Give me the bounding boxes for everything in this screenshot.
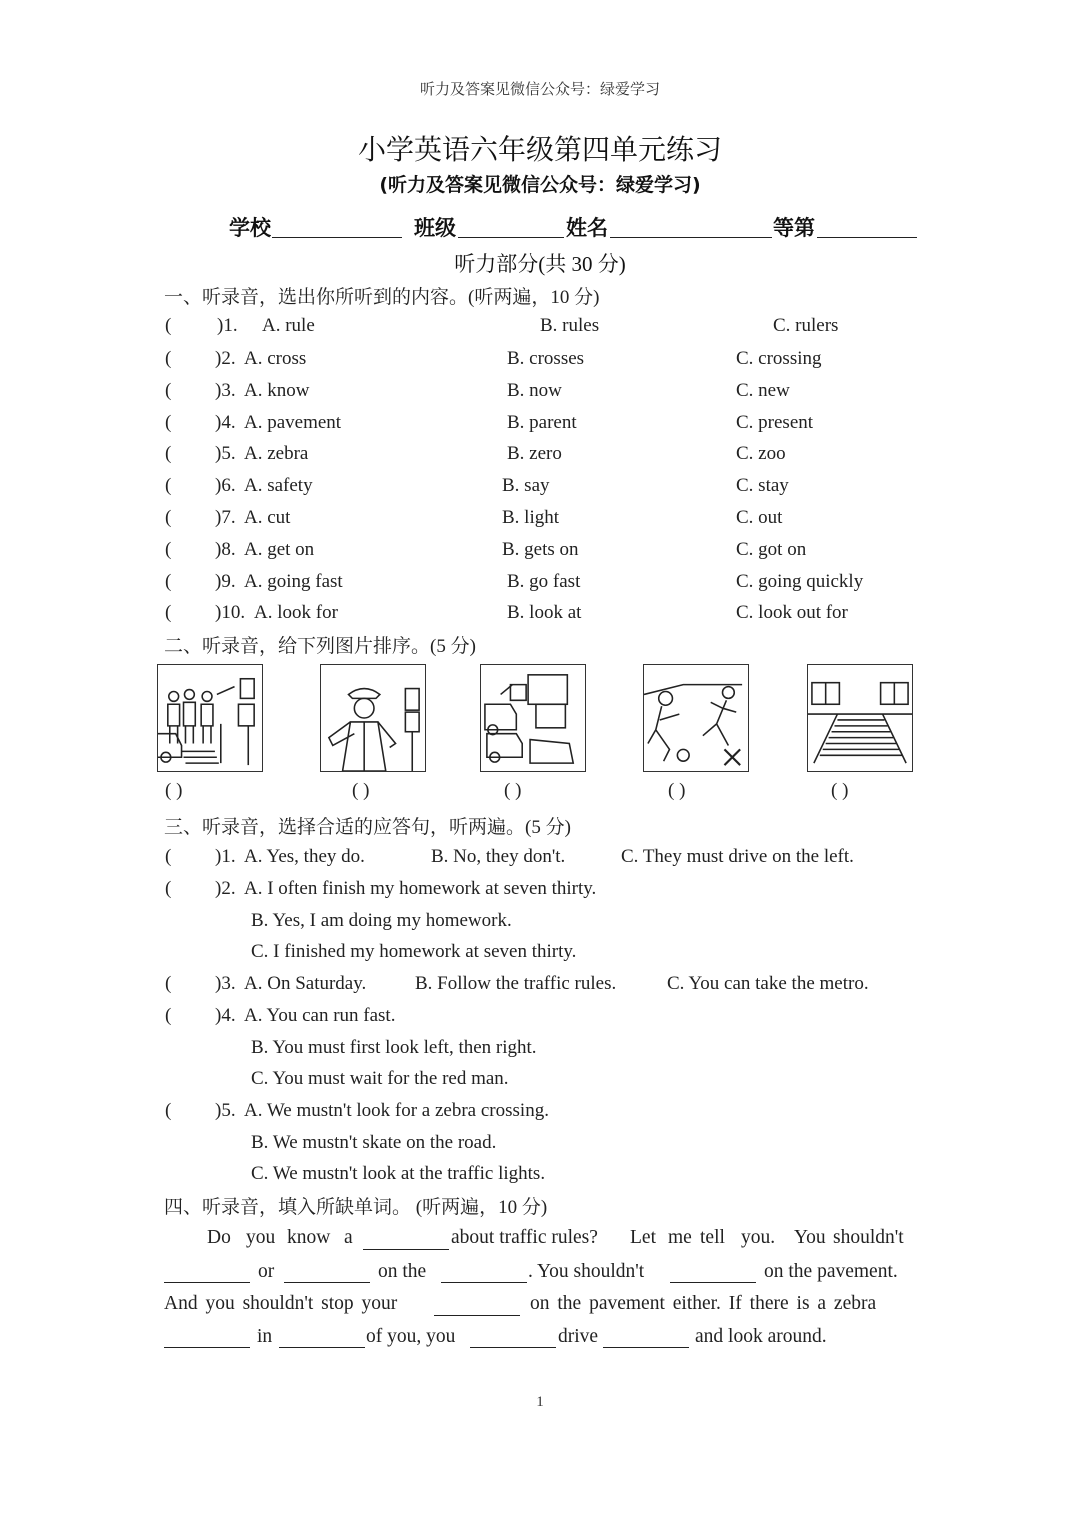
s1-q5-num: )5. [215,443,236,464]
s4-word: you. [741,1227,776,1248]
s1-q4-paren: ( [165,412,172,433]
pedestrians-at-crossing-icon [157,664,263,772]
s1-q4-num: )4. [215,412,236,433]
s4-word: a [344,1227,353,1248]
s3-q5-option-c: C. We mustn't look at the traffic lights. [251,1163,546,1184]
fill-blank-5[interactable] [670,1264,756,1283]
fill-blank-7[interactable] [164,1329,250,1348]
section4-heading: 四、听录音，填入所缺单词。 (听两遍，10 分) [164,1197,548,1218]
fill-blank-3[interactable] [284,1264,370,1283]
s4-word: And you shouldn't stop your [164,1293,398,1314]
section3-heading: 三、听录音，选择合适的应答句，听两遍。(5 分) [164,817,571,838]
s1-q2-num: )2. [215,348,236,369]
s1-q10-option-a: A. look for [254,602,338,623]
s1-q4-option-a: A. pavement [244,412,342,433]
traffic-jam-icon [480,664,586,772]
s1-q7-option-b: B. light [502,507,560,528]
picture1-answer[interactable]: ( ) [165,780,183,801]
s1-q2-option-c: C. crossing [736,348,822,369]
s1-q3-paren: ( [165,380,172,401]
s3-q5-option-b: B. We mustn't skate on the road. [251,1132,497,1153]
s1-q6-option-a: A. safety [244,475,313,496]
name-field[interactable] [610,237,772,238]
s1-q9-num: )9. [215,571,236,592]
s1-q5-option-c: C. zoo [736,443,786,464]
fill-blank-9[interactable] [470,1329,556,1348]
s1-q8-option-c: C. got on [736,539,807,560]
s4-word: me [668,1227,692,1248]
s1-q9-paren: ( [165,571,172,592]
s3-q3-option-b: B. Follow the traffic rules. [415,973,617,994]
s4-word: know [287,1227,331,1248]
s3-q4-num: )4. [215,1005,236,1026]
s3-q5-num: )5. [215,1100,236,1121]
s4-word: on the pavement either. If there is a zebra [530,1293,877,1314]
name-label: 姓名 [566,216,608,240]
page-number: 1 [536,1394,544,1410]
fill-blank-6[interactable] [434,1297,520,1316]
s3-q4-option-b: B. You must first look left, then right. [251,1037,537,1058]
s3-q2-option-c: C. I finished my homework at seven thirty. [251,941,577,962]
s1-q1-paren: ( [165,315,172,336]
s3-q1-paren: ( [165,846,172,867]
s1-q2-paren: ( [165,348,172,369]
s1-q9-option-c: C. going quickly [736,571,864,592]
traffic-police-icon [320,664,426,772]
s4-word: or [258,1261,275,1282]
s1-q1-num: )1. [217,315,238,336]
s3-q1-option-c: C. They must drive on the left. [621,846,854,867]
s1-q6-option-c: C. stay [736,475,789,496]
s3-q2-num: )2. [215,878,236,899]
s4-word: You [794,1227,826,1248]
s1-q7-num: )7. [215,507,236,528]
s1-q8-paren: ( [165,539,172,560]
class-label: 班级 [414,216,456,240]
s1-q10-option-c: C. look out for [736,602,848,623]
s3-q1-option-b: B. No, they don't. [431,846,566,867]
s1-q8-num: )8. [215,539,236,560]
s4-word: tell [700,1227,725,1248]
listening-part-title: 听力部分(共 30 分) [454,252,626,276]
s3-q1-num: )1. [215,846,236,867]
s3-q3-option-a: A. On Saturday. [244,973,367,994]
grade-field[interactable] [817,237,917,238]
section1-heading: 一、听录音，选出你所听到的内容。(听两遍，10 分) [164,287,600,308]
s1-q6-num: )6. [215,475,236,496]
s3-q4-option-a: A. You can run fast. [244,1005,396,1026]
s1-q2-option-b: B. crosses [507,348,585,369]
s3-q5-option-a: A. We mustn't look for a zebra crossing. [244,1100,549,1121]
s1-q3-option-c: C. new [736,380,790,401]
s1-q9-option-a: A. going fast [244,571,343,592]
s1-q1-option-b: B. rules [540,315,600,336]
s3-q2-paren: ( [165,878,172,899]
s4-word: . You shouldn't [528,1261,645,1282]
s1-q10-option-b: B. look at [507,602,582,623]
fill-blank-8[interactable] [279,1329,365,1348]
s3-q4-paren: ( [165,1005,172,1026]
s1-q8-option-b: B. gets on [502,539,579,560]
s3-q5-paren: ( [165,1100,172,1121]
picture2-answer[interactable]: ( ) [352,780,370,801]
fill-blank-1[interactable] [363,1231,449,1250]
s4-word: Do [207,1227,231,1248]
section2-heading: 二、听录音，给下列图片排序。(5 分) [164,636,476,657]
school-label: 学校 [229,216,271,240]
picture5-answer[interactable]: ( ) [831,780,849,801]
fill-blank-2[interactable] [164,1264,250,1283]
s4-word: in [257,1326,273,1347]
s1-q10-paren: ( [165,602,172,623]
s1-q5-option-a: A. zebra [244,443,309,464]
s1-q9-option-b: B. go fast [507,571,581,592]
s1-q3-option-b: B. now [507,380,562,401]
page-subtitle: (听力及答案见微信公众号：绿爱学习) [379,174,701,196]
s4-word: Let [630,1227,656,1248]
s3-q3-num: )3. [215,973,236,994]
page-title: 小学英语六年级第四单元练习 [357,133,722,166]
school-field[interactable] [272,237,402,238]
s4-word: on the [378,1261,427,1282]
s3-q4-option-c: C. You must wait for the red man. [251,1068,509,1089]
picture4-answer[interactable]: ( ) [668,780,686,801]
class-field[interactable] [458,237,564,238]
fill-blank-4[interactable] [441,1264,527,1283]
s1-q8-option-a: A. get on [244,539,315,560]
s3-q3-paren: ( [165,973,172,994]
s4-word: drive [558,1326,599,1347]
children-playing-on-road-icon [643,664,749,772]
s3-q1-option-a: A. Yes, they do. [244,846,365,867]
s4-word: you [246,1227,276,1248]
s4-word: of you, you [366,1326,456,1347]
s1-q5-paren: ( [165,443,172,464]
s1-q3-option-a: A. know [244,380,310,401]
s4-word: and look around. [695,1326,827,1347]
s1-q6-option-b: B. say [502,475,550,496]
s1-q4-option-b: B. parent [507,412,577,433]
s1-q3-num: )3. [215,380,236,401]
fill-blank-10[interactable] [603,1329,689,1348]
picture3-answer[interactable]: ( ) [504,780,522,801]
s3-q3-option-c: C. You can take the metro. [667,973,869,994]
header-note: 听力及答案见微信公众号：绿爱学习 [419,80,660,98]
s1-q6-paren: ( [165,475,172,496]
s1-q10-num: )10. [215,602,246,623]
s1-q7-option-c: C. out [736,507,783,528]
s1-q7-paren: ( [165,507,172,528]
s4-word: about traffic rules? [451,1227,598,1248]
zebra-crossing-icon [807,664,913,772]
s1-q1-option-c: C. rulers [773,315,839,336]
grade-label: 等第 [773,216,815,240]
s4-word: on the pavement. [764,1261,898,1282]
s4-word: shouldn't [833,1227,904,1248]
s1-q4-option-c: C. present [736,412,814,433]
s1-q2-option-a: A. cross [244,348,307,369]
s1-q1-option-a: A. rule [262,315,315,336]
s1-q7-option-a: A. cut [244,507,291,528]
s3-q2-option-b: B. Yes, I am doing my homework. [251,910,512,931]
s3-q2-option-a: A. I often finish my homework at seven thirty. [244,878,597,899]
s1-q5-option-b: B. zero [507,443,562,464]
